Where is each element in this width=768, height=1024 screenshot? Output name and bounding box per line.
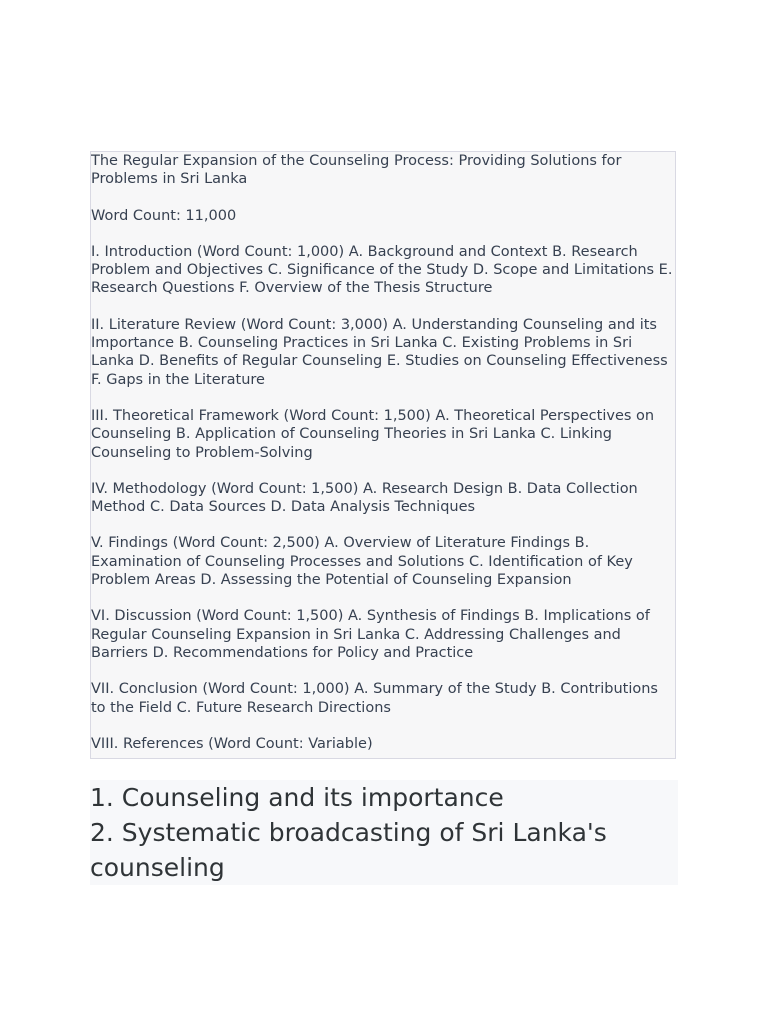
- outline-section-introduction: I. Introduction (Word Count: 1,000) A. Background and Context B. Research Problem and Objectives C. Significance of the Study D. Scope and Limitations E. Research Questions F. Overview of the Thesis Structure: [91, 243, 673, 297]
- outline-title: The Regular Expansion of the Counseling Process: Providing Solutions for Problems in Sri Lanka: [91, 153, 622, 188]
- numbered-headings-box: [90, 780, 678, 885]
- outline-section-literature-review: II. Literature Review (Word Count: 3,000) A. Understanding Counseling and its Importance B. Counseling Practices in Sri Lanka C. Existing Problems in Sri Lanka D. Benefits of Regular Counseling E. Studies on Counseling Effectiveness F. Gaps in the Literature: [91, 316, 668, 388]
- outline-section-methodology: IV. Methodology (Word Count: 1,500) A. Research Design B. Data Collection Method C. Data Sources D. Data Analysis Techniques: [91, 480, 638, 516]
- outline-word-count: Word Count: 11,000: [91, 207, 237, 224]
- outline-section-conclusion: VII. Conclusion (Word Count: 1,000) A. Summary of the Study B. Contributions to the Field C. Future Research Directions: [91, 681, 658, 716]
- thesis-outline-box: [90, 151, 676, 759]
- outline-section-discussion: VI. Discussion (Word Count: 1,500) A. Synthesis of Findings B. Implications of Regular Counseling Expansion in Sri Lanka C. Addressing Challenges and Barriers D. Recommendations for Policy and Practice: [91, 608, 650, 661]
- heading-item-2: 2. Systematic broadcasting of Sri Lanka's counseling: [90, 818, 607, 882]
- outline-section-references: VIII. References (Word Count: Variable): [91, 735, 373, 752]
- heading-item-1: 1. Counseling and its importance: [90, 783, 504, 812]
- outline-section-findings: V. Findings (Word Count: 2,500) A. Overview of Literature Findings B. Examination of Counseling Processes and Solutions C. Identification of Key Problem Areas D. Assessing the Potential of Counseling Expansion: [91, 535, 633, 589]
- outline-section-theoretical-framework: III. Theoretical Framework (Word Count: 1,500) A. Theoretical Perspectives on Counseling B. Application of Counseling Theories in Sri Lanka C. Linking Counseling to Problem-Solving: [91, 407, 655, 461]
